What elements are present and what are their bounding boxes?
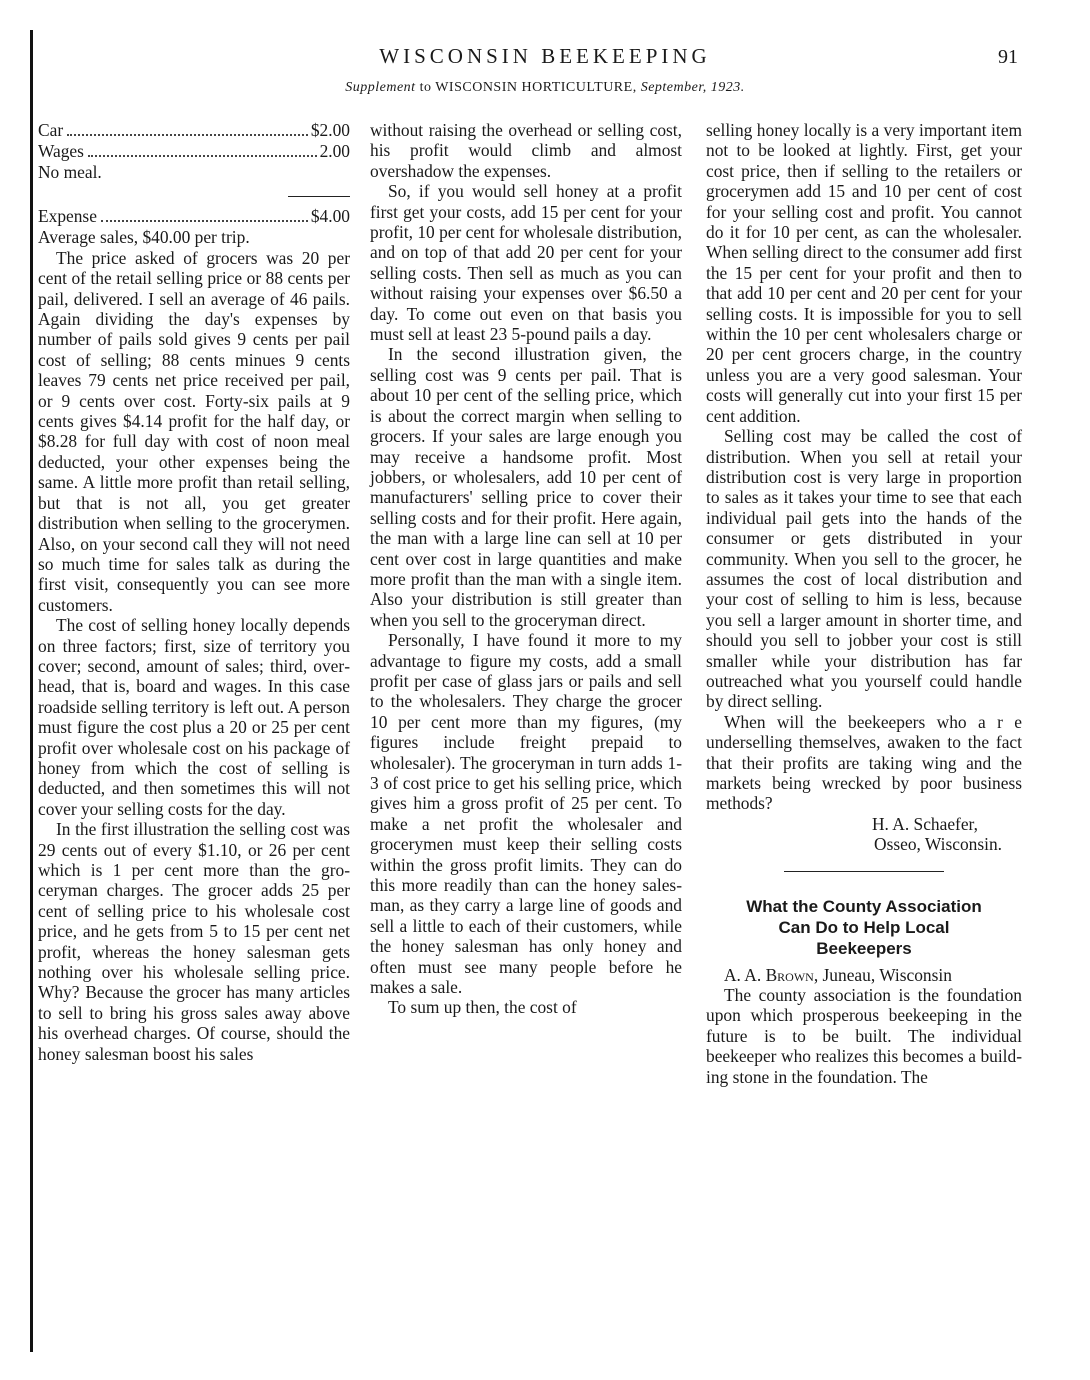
margin-rule — [30, 30, 33, 1352]
ledger-amount: $2.00 — [310, 120, 350, 140]
byline — [706, 965, 1022, 985]
ledger-amount: 2.00 — [319, 141, 350, 161]
ledger-total-rule — [288, 196, 350, 197]
page-number: 91 — [998, 46, 1018, 68]
ledger-row — [38, 141, 350, 162]
column-right — [706, 120, 1022, 1087]
supplement-line — [0, 80, 1090, 96]
paragraph: When will the beekeepers who a r e underselling themselves, awaken to the fact that their profits are taking wing and the markets being wrecked by poor business methods? — [706, 711, 1022, 814]
paragraph: So, if you would sell honey at a profit first get your costs, add 15 per cent for your profit, 10 per cent for wholesale distribution, and on top of that add 20 per cent for your selling costs. Then sell as much as you can without raising your expenses over $6.50 a day. To come out even on that basis you must sell at least 23 5-pound pails a day. — [370, 181, 682, 345]
ledger-label: Car — [38, 120, 64, 140]
column-left — [38, 120, 350, 1064]
paragraph: without raising the overhead or selling cost, his profit would climb and almost overshadow the expenses. — [370, 120, 682, 181]
ledger-total-amount: $4.00 — [310, 206, 350, 227]
byline-place: Juneau, Wisconsin — [822, 964, 952, 985]
author-place: Osseo, Wisconsin. — [874, 834, 1002, 855]
paragraph: The price asked of grocers was 20 per cent of the retail selling price or 88 cents per pail, delivered. I sell an average of 46 pails. Again dividing the day's expenses by number of pails sold gives 9 cents per pail cost of selling; 88 cents minues 9 cents leaves 79 cents net price received per pail, or 9 cents over cost. Forty-six pails at 9 cents gives $4.14 profit for the half day, or $8.28 for full day with cost of noon meal deducted, your other expenses being the same. A little more profit than retail selling, but that is not all, you get greater distribution when selling to the grocerymen. Also, on your second call they will not need so much time for sales talk as during the first visit, consequently you can see more customers. — [38, 247, 350, 615]
paragraph: In the second illustration given, the selling cost was 9 cents per pail. That is about 10 per cent of the selling price, which is about the correct margin when selling to grocers. If your sales are large enough you may receive a handsome profit. Most jobbers, or wholesalers, add 10 per cent of manufacturers' selling price to cover their selling costs and for their profit. Here again, the man with a large line can sell at 10 per cent over cost in large quantities and make more profit than the man with a single item. Also your distribution is still greater than when you sell to the groceryman direct. — [370, 344, 682, 630]
paragraph: In the first illustration the selling cost was 29 cents out of every $1.10, or 26 per cent which is 1 per cent more than the groceryman charges. The grocer adds 25 per cent of selling price to his wholesale cost price, and he gets from 5 to 15 per cent net profit, whereas the honey salesman gets nothing over his wholesale selling price. Why? Because the grocer has many articles to sell to bring his gross sales away above his overhead charges. Of course, should the honey salesman boost his sales — [38, 819, 350, 1064]
ledger-row — [38, 120, 350, 141]
author-name: H. A. Schaefer, — [871, 813, 978, 834]
article-title-line: Can Do to Help Local — [778, 917, 950, 937]
supplement-mid: to WISCONSIN HORTICULTURE, — [419, 80, 637, 95]
ledger-no-meal: No meal. — [38, 162, 102, 182]
paragraph: The county association is the foundation upon which prosperous beekeeping in the future is to be built. The individual beekeeper who realizes this becomes a building stone in the foundation. The — [706, 985, 1022, 1087]
expense-ledger — [38, 120, 350, 248]
paragraph: selling honey locally is a very important item not to be looked at lightly. First, get your cost price, then if selling to the retailers or grocerymen add 15 and 10 per cent of cost for your selling cost and profit. You cannot do it for 10 per cent, as can the wholesaler. When selling direct to the consumer add first the 15 per cent for your profit and then to that add 10 per cent and 20 per cent for your selling costs. It is impossible for you to sell within the 10 per cent wholesalers charge or 20 per cent grocers charge, in the country unless you are a very good salesman. Your costs will generally cut into your first 15 per cent addition. — [706, 120, 1022, 426]
article-divider — [784, 871, 944, 872]
paragraph: Personally, I have found it more to my advantage to figure my costs, add a small profit per case of glass jars or pails and sell to the wholesalers. They charge the grocer 10 per cent more than my figures, (my figures include freight prepaid to wholesaler). The groceryman in turn adds 1-3 of cost price to get his selling price, which gives him a gross profit of 25 per cent. To make a net profit the wholesaler and grocerymen must keep their selling costs within the gross profit limits. They can do this more readily than can the honey salesman, as they carry a large line of goods and sell a little to each of their customers, while the honey salesman has only honey and often must see many people before he makes a sale. — [370, 630, 682, 998]
paragraph: The cost of selling honey locally depends on three factors; first, size of territory you cover; second, amount of sales; third, overhead, that is, board and wages. In this case roadside selling territory is left out. A person must figure the cost plus a 20 or 25 per cent profit over wholesale cost on his package of honey from which the cost of selling is deducted, and then sometimes this will not cover your selling costs for the day. — [38, 615, 350, 819]
supplement-prefix: Supplement — [345, 80, 416, 95]
byline-initials: A. A. — [724, 964, 762, 985]
author-signature — [706, 814, 1022, 855]
ledger-label: Wages — [38, 141, 84, 161]
article-title — [706, 896, 1022, 959]
journal-title: WISCONSIN BEEKEEPING — [379, 44, 711, 68]
paragraph: Selling cost may be called the cost of distribution. When you sell at retail your distribution cost is very large in proportion to sales as it takes your time to see that each individual pail gets into the hands of the consumer or gets distributed in your community. When you sell to the grocer, he assumes the cost of local distribution and your cost of selling to him is less, because you sell a larger amount in shorter time, and should you sell to jobber your cost is still smaller while your distribution has far outreached what you yourself could handle by direct selling. — [706, 426, 1022, 712]
ledger-leader — [101, 220, 308, 222]
byline-name: Brown, — [765, 964, 819, 985]
paragraph: To sum up then, the cost of — [388, 997, 577, 1018]
ledger-average-sales: Average sales, $40.00 per trip. — [38, 227, 250, 248]
article-title-line: What the County Association — [746, 896, 982, 916]
article-title-line: Beekeepers — [816, 938, 912, 958]
ledger-leader — [88, 155, 317, 157]
ledger-total-label: Expense — [38, 206, 97, 227]
supplement-date: September, 1923. — [640, 80, 745, 95]
column-middle — [370, 120, 682, 1018]
ledger-total-row — [38, 206, 350, 227]
ledger-leader — [67, 134, 308, 136]
